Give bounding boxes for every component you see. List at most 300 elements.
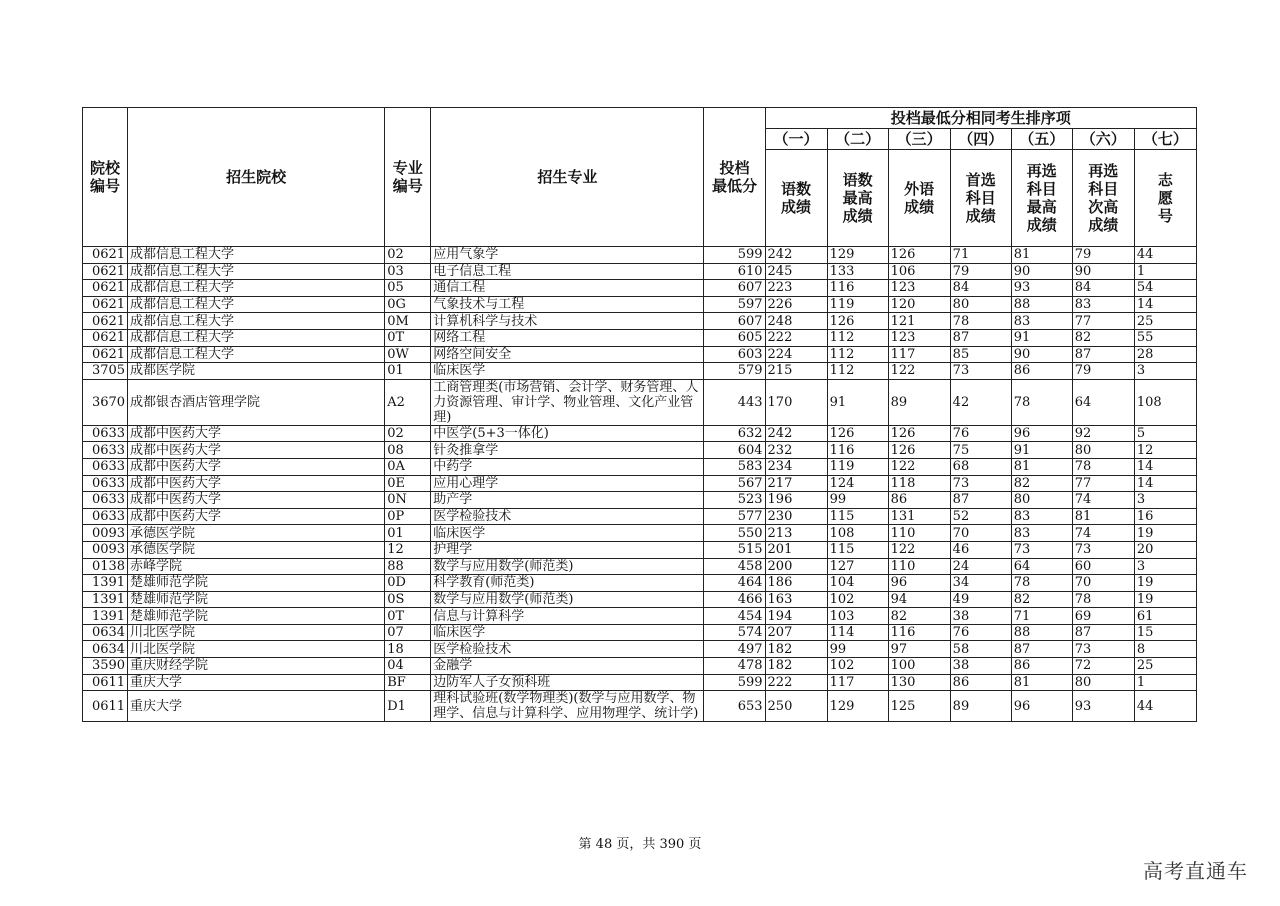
cell-school: 成都信息工程大学 xyxy=(128,346,385,363)
cell-elective-second: 73 xyxy=(1072,641,1134,658)
table-body xyxy=(83,247,1197,722)
cell-school: 承德医学院 xyxy=(128,541,385,558)
cell-major: 科学教育(师范类) xyxy=(431,575,704,592)
cell-preference-number: 16 xyxy=(1134,508,1196,525)
cell-preference-number: 28 xyxy=(1134,346,1196,363)
cell-major: 理科试验班(数学物理类)(数学与应用数学、物理学、信息与计算科学、应用物理学、统计学) xyxy=(431,691,704,722)
cell-elective-second: 79 xyxy=(1072,247,1134,264)
table-row xyxy=(83,658,1197,675)
cell-chinese-math: 226 xyxy=(765,296,827,313)
cell-major: 应用心理学 xyxy=(431,475,704,492)
cell-elective-second: 82 xyxy=(1072,329,1134,346)
cell-preference-number: 61 xyxy=(1134,608,1196,625)
cell-elective-highest: 81 xyxy=(1011,458,1072,475)
cell-major: 临床医学 xyxy=(431,624,704,641)
cell-school: 成都中医药大学 xyxy=(128,508,385,525)
cell-chinese-math: 163 xyxy=(765,591,827,608)
cell-first-subject: 80 xyxy=(950,296,1011,313)
cell-major: 气象技术与工程 xyxy=(431,296,704,313)
cell-chinese-math: 224 xyxy=(765,346,827,363)
cell-chinese-math-max: 116 xyxy=(827,280,888,297)
cell-foreign-language: 117 xyxy=(888,346,950,363)
cell-foreign-language: 130 xyxy=(888,674,950,691)
cell-elective-second: 77 xyxy=(1072,475,1134,492)
cell-elective-highest: 78 xyxy=(1011,379,1072,425)
cell-min-score: 653 xyxy=(704,691,765,722)
cell-school: 楚雄师范学院 xyxy=(128,575,385,592)
cell-first-subject: 34 xyxy=(950,575,1011,592)
watermark-text: 高考直通车 xyxy=(1143,859,1248,883)
cell-chinese-math-max: 119 xyxy=(827,296,888,313)
header-ordinal: （六） xyxy=(1072,129,1134,150)
cell-major-code: 05 xyxy=(385,280,431,297)
cell-elective-second: 92 xyxy=(1072,425,1134,442)
cell-elective-second: 87 xyxy=(1072,346,1134,363)
cell-first-subject: 75 xyxy=(950,442,1011,459)
cell-major: 信息与计算科学 xyxy=(431,608,704,625)
cell-preference-number: 108 xyxy=(1134,379,1196,425)
cell-school-code: 1391 xyxy=(83,575,128,592)
cell-major: 电子信息工程 xyxy=(431,263,704,280)
table-row xyxy=(83,329,1197,346)
cell-school: 重庆财经学院 xyxy=(128,658,385,675)
cell-major-code: 0P xyxy=(385,508,431,525)
cell-chinese-math-max: 103 xyxy=(827,608,888,625)
header-school-code: 院校 编号 xyxy=(83,108,128,247)
cell-chinese-math: 215 xyxy=(765,363,827,380)
table-row xyxy=(83,458,1197,475)
cell-foreign-language: 118 xyxy=(888,475,950,492)
cell-major-code: 02 xyxy=(385,425,431,442)
cell-foreign-language: 97 xyxy=(888,641,950,658)
cell-foreign-language: 100 xyxy=(888,658,950,675)
cell-chinese-math: 250 xyxy=(765,691,827,722)
cell-school: 重庆大学 xyxy=(128,691,385,722)
cell-elective-second: 64 xyxy=(1072,379,1134,425)
cell-elective-second: 87 xyxy=(1072,624,1134,641)
cell-elective-highest: 83 xyxy=(1011,313,1072,330)
cell-first-subject: 86 xyxy=(950,674,1011,691)
cell-school: 楚雄师范学院 xyxy=(128,608,385,625)
header-ordinal: （一） xyxy=(765,129,827,150)
cell-first-subject: 52 xyxy=(950,508,1011,525)
header-ordinal: （三） xyxy=(888,129,950,150)
cell-preference-number: 14 xyxy=(1134,458,1196,475)
cell-chinese-math: 242 xyxy=(765,247,827,264)
table-row xyxy=(83,508,1197,525)
cell-chinese-math-max: 99 xyxy=(827,492,888,509)
cell-min-score: 454 xyxy=(704,608,765,625)
cell-chinese-math: 230 xyxy=(765,508,827,525)
cell-first-subject: 68 xyxy=(950,458,1011,475)
cell-chinese-math: 245 xyxy=(765,263,827,280)
table-row xyxy=(83,591,1197,608)
cell-min-score: 583 xyxy=(704,458,765,475)
cell-chinese-math: 170 xyxy=(765,379,827,425)
cell-chinese-math-max: 129 xyxy=(827,247,888,264)
cell-major-code: 0N xyxy=(385,492,431,509)
cell-chinese-math-max: 127 xyxy=(827,558,888,575)
cell-school-code: 0633 xyxy=(83,425,128,442)
cell-min-score: 497 xyxy=(704,641,765,658)
cell-school-code: 0633 xyxy=(83,508,128,525)
cell-elective-second: 77 xyxy=(1072,313,1134,330)
cell-preference-number: 54 xyxy=(1134,280,1196,297)
cell-preference-number: 14 xyxy=(1134,475,1196,492)
cell-foreign-language: 126 xyxy=(888,442,950,459)
cell-elective-highest: 83 xyxy=(1011,525,1072,542)
cell-school: 成都中医药大学 xyxy=(128,458,385,475)
cell-chinese-math: 196 xyxy=(765,492,827,509)
cell-chinese-math-max: 115 xyxy=(827,541,888,558)
cell-major: 数学与应用数学(师范类) xyxy=(431,558,704,575)
cell-elective-second: 78 xyxy=(1072,591,1134,608)
cell-elective-highest: 73 xyxy=(1011,541,1072,558)
cell-min-score: 523 xyxy=(704,492,765,509)
header-ordinal: （五） xyxy=(1011,129,1072,150)
cell-elective-highest: 86 xyxy=(1011,363,1072,380)
cell-preference-number: 19 xyxy=(1134,525,1196,542)
cell-major: 网络空间安全 xyxy=(431,346,704,363)
cell-elective-second: 74 xyxy=(1072,525,1134,542)
cell-first-subject: 49 xyxy=(950,591,1011,608)
cell-chinese-math: 207 xyxy=(765,624,827,641)
cell-school-code: 0138 xyxy=(83,558,128,575)
cell-chinese-math-max: 133 xyxy=(827,263,888,280)
cell-major-code: 0W xyxy=(385,346,431,363)
cell-school-code: 0611 xyxy=(83,691,128,722)
cell-chinese-math: 182 xyxy=(765,658,827,675)
header-ordinal: （二） xyxy=(827,129,888,150)
table-row xyxy=(83,575,1197,592)
cell-min-score: 443 xyxy=(704,379,765,425)
table-row xyxy=(83,624,1197,641)
cell-school-code: 0621 xyxy=(83,296,128,313)
cell-min-score: 579 xyxy=(704,363,765,380)
cell-first-subject: 38 xyxy=(950,608,1011,625)
cell-preference-number: 5 xyxy=(1134,425,1196,442)
cell-chinese-math: 234 xyxy=(765,458,827,475)
cell-foreign-language: 86 xyxy=(888,492,950,509)
admission-score-table xyxy=(82,107,1197,722)
table-row xyxy=(83,313,1197,330)
cell-elective-second: 60 xyxy=(1072,558,1134,575)
cell-first-subject: 38 xyxy=(950,658,1011,675)
cell-school: 成都信息工程大学 xyxy=(128,263,385,280)
cell-first-subject: 85 xyxy=(950,346,1011,363)
table-row xyxy=(83,346,1197,363)
cell-school-code: 0621 xyxy=(83,329,128,346)
cell-foreign-language: 110 xyxy=(888,558,950,575)
cell-major-code: 03 xyxy=(385,263,431,280)
cell-elective-highest: 90 xyxy=(1011,346,1072,363)
cell-min-score: 466 xyxy=(704,591,765,608)
cell-chinese-math-max: 112 xyxy=(827,363,888,380)
table-row xyxy=(83,247,1197,264)
table-row xyxy=(83,691,1197,722)
cell-foreign-language: 131 xyxy=(888,508,950,525)
cell-preference-number: 14 xyxy=(1134,296,1196,313)
table-row xyxy=(83,608,1197,625)
cell-first-subject: 78 xyxy=(950,313,1011,330)
cell-school: 重庆大学 xyxy=(128,674,385,691)
cell-major: 计算机科学与技术 xyxy=(431,313,704,330)
cell-foreign-language: 82 xyxy=(888,608,950,625)
header-ordinal: （七） xyxy=(1134,129,1196,150)
cell-school: 成都中医药大学 xyxy=(128,475,385,492)
cell-school-code: 0634 xyxy=(83,641,128,658)
cell-elective-highest: 82 xyxy=(1011,591,1072,608)
cell-chinese-math: 213 xyxy=(765,525,827,542)
cell-chinese-math: 248 xyxy=(765,313,827,330)
cell-school: 楚雄师范学院 xyxy=(128,591,385,608)
cell-elective-highest: 88 xyxy=(1011,624,1072,641)
cell-elective-second: 78 xyxy=(1072,458,1134,475)
cell-school-code: 0621 xyxy=(83,346,128,363)
cell-elective-highest: 83 xyxy=(1011,508,1072,525)
header-sort-item: 再选 科目 最高 成绩 xyxy=(1011,150,1072,247)
cell-major: 临床医学 xyxy=(431,525,704,542)
cell-elective-second: 80 xyxy=(1072,442,1134,459)
cell-major-code: 88 xyxy=(385,558,431,575)
cell-chinese-math-max: 99 xyxy=(827,641,888,658)
cell-elective-second: 73 xyxy=(1072,541,1134,558)
cell-school-code: 0633 xyxy=(83,475,128,492)
cell-elective-highest: 96 xyxy=(1011,691,1072,722)
cell-foreign-language: 123 xyxy=(888,329,950,346)
cell-major: 助产学 xyxy=(431,492,704,509)
cell-chinese-math-max: 102 xyxy=(827,658,888,675)
table-row xyxy=(83,263,1197,280)
cell-elective-highest: 87 xyxy=(1011,641,1072,658)
cell-major: 护理学 xyxy=(431,541,704,558)
cell-foreign-language: 96 xyxy=(888,575,950,592)
cell-major-code: 0D xyxy=(385,575,431,592)
cell-elective-highest: 90 xyxy=(1011,263,1072,280)
cell-school: 成都中医药大学 xyxy=(128,442,385,459)
cell-foreign-language: 89 xyxy=(888,379,950,425)
cell-major-code: 01 xyxy=(385,363,431,380)
cell-preference-number: 44 xyxy=(1134,691,1196,722)
cell-school-code: 3705 xyxy=(83,363,128,380)
cell-major: 医学检验技术 xyxy=(431,641,704,658)
cell-chinese-math-max: 129 xyxy=(827,691,888,722)
header-sort-item: 首选 科目 成绩 xyxy=(950,150,1011,247)
header-sort-item: 志 愿 号 xyxy=(1134,150,1196,247)
cell-school-code: 0621 xyxy=(83,247,128,264)
header-tiebreak-group: 投档最低分相同考生排序项 xyxy=(765,108,1196,129)
cell-major-code: BF xyxy=(385,674,431,691)
cell-school: 成都信息工程大学 xyxy=(128,280,385,297)
cell-foreign-language: 123 xyxy=(888,280,950,297)
cell-elective-second: 69 xyxy=(1072,608,1134,625)
cell-first-subject: 73 xyxy=(950,475,1011,492)
cell-major: 网络工程 xyxy=(431,329,704,346)
header-ordinal: （四） xyxy=(950,129,1011,150)
cell-min-score: 604 xyxy=(704,442,765,459)
cell-min-score: 567 xyxy=(704,475,765,492)
cell-chinese-math-max: 126 xyxy=(827,313,888,330)
cell-school: 川北医学院 xyxy=(128,641,385,658)
cell-min-score: 515 xyxy=(704,541,765,558)
cell-school-code: 1391 xyxy=(83,591,128,608)
cell-elective-second: 72 xyxy=(1072,658,1134,675)
cell-first-subject: 24 xyxy=(950,558,1011,575)
cell-min-score: 599 xyxy=(704,247,765,264)
cell-preference-number: 3 xyxy=(1134,558,1196,575)
cell-preference-number: 8 xyxy=(1134,641,1196,658)
cell-school: 成都银杏酒店管理学院 xyxy=(128,379,385,425)
cell-foreign-language: 122 xyxy=(888,458,950,475)
cell-chinese-math-max: 108 xyxy=(827,525,888,542)
cell-school: 成都中医药大学 xyxy=(128,492,385,509)
header-min-score: 投档 最低分 xyxy=(704,108,765,247)
cell-major: 边防军人子女预科班 xyxy=(431,674,704,691)
header-sort-item: 语数 最高 成绩 xyxy=(827,150,888,247)
cell-foreign-language: 126 xyxy=(888,247,950,264)
cell-elective-highest: 93 xyxy=(1011,280,1072,297)
page-number: 第 48 页，共 390 页 xyxy=(578,837,702,852)
cell-min-score: 599 xyxy=(704,674,765,691)
cell-first-subject: 42 xyxy=(950,379,1011,425)
cell-elective-highest: 64 xyxy=(1011,558,1072,575)
cell-elective-highest: 91 xyxy=(1011,442,1072,459)
cell-school-code: 0621 xyxy=(83,263,128,280)
cell-chinese-math: 232 xyxy=(765,442,827,459)
header-sort-item: 外语 成绩 xyxy=(888,150,950,247)
cell-elective-highest: 88 xyxy=(1011,296,1072,313)
cell-chinese-math: 201 xyxy=(765,541,827,558)
cell-preference-number: 12 xyxy=(1134,442,1196,459)
table-row xyxy=(83,280,1197,297)
cell-major: 数学与应用数学(师范类) xyxy=(431,591,704,608)
cell-major: 通信工程 xyxy=(431,280,704,297)
cell-chinese-math-max: 116 xyxy=(827,442,888,459)
cell-elective-highest: 80 xyxy=(1011,492,1072,509)
cell-major-code: 04 xyxy=(385,658,431,675)
cell-major: 临床医学 xyxy=(431,363,704,380)
cell-first-subject: 87 xyxy=(950,492,1011,509)
cell-elective-second: 80 xyxy=(1072,674,1134,691)
cell-major: 中医学(5+3一体化) xyxy=(431,425,704,442)
table-row xyxy=(83,641,1197,658)
cell-preference-number: 19 xyxy=(1134,575,1196,592)
cell-min-score: 632 xyxy=(704,425,765,442)
cell-preference-number: 25 xyxy=(1134,658,1196,675)
cell-school-code: 0093 xyxy=(83,525,128,542)
cell-chinese-math: 223 xyxy=(765,280,827,297)
cell-chinese-math-max: 115 xyxy=(827,508,888,525)
cell-first-subject: 58 xyxy=(950,641,1011,658)
cell-foreign-language: 106 xyxy=(888,263,950,280)
table-row xyxy=(83,296,1197,313)
cell-min-score: 603 xyxy=(704,346,765,363)
header-sort-item: 再选 科目 次高 成绩 xyxy=(1072,150,1134,247)
cell-min-score: 610 xyxy=(704,263,765,280)
cell-chinese-math: 200 xyxy=(765,558,827,575)
cell-chinese-math-max: 117 xyxy=(827,674,888,691)
cell-major-code: 0T xyxy=(385,329,431,346)
cell-first-subject: 71 xyxy=(950,247,1011,264)
cell-chinese-math-max: 119 xyxy=(827,458,888,475)
cell-min-score: 597 xyxy=(704,296,765,313)
cell-school-code: 0611 xyxy=(83,674,128,691)
cell-major-code: 0T xyxy=(385,608,431,625)
cell-major-code: 0E xyxy=(385,475,431,492)
cell-major-code: D1 xyxy=(385,691,431,722)
cell-school-code: 0633 xyxy=(83,492,128,509)
cell-elective-highest: 91 xyxy=(1011,329,1072,346)
cell-school: 承德医学院 xyxy=(128,525,385,542)
cell-chinese-math-max: 91 xyxy=(827,379,888,425)
cell-school: 成都信息工程大学 xyxy=(128,329,385,346)
header-school: 招生院校 xyxy=(128,108,385,247)
cell-chinese-math-max: 112 xyxy=(827,329,888,346)
cell-school-code: 0621 xyxy=(83,280,128,297)
cell-school: 成都医学院 xyxy=(128,363,385,380)
cell-chinese-math-max: 112 xyxy=(827,346,888,363)
cell-school-code: 0633 xyxy=(83,442,128,459)
cell-first-subject: 46 xyxy=(950,541,1011,558)
cell-foreign-language: 116 xyxy=(888,624,950,641)
table-header xyxy=(83,108,1197,247)
cell-school: 成都信息工程大学 xyxy=(128,247,385,264)
cell-preference-number: 15 xyxy=(1134,624,1196,641)
cell-school-code: 0634 xyxy=(83,624,128,641)
cell-major: 工商管理类(市场营销、会计学、财务管理、人力资源管理、审计学、物业管理、文化产业管理) xyxy=(431,379,704,425)
header-major-code: 专业 编号 xyxy=(385,108,431,247)
cell-elective-second: 83 xyxy=(1072,296,1134,313)
cell-preference-number: 55 xyxy=(1134,329,1196,346)
header-sort-item: 语数 成绩 xyxy=(765,150,827,247)
cell-major-code: 08 xyxy=(385,442,431,459)
cell-first-subject: 79 xyxy=(950,263,1011,280)
cell-min-score: 478 xyxy=(704,658,765,675)
cell-preference-number: 25 xyxy=(1134,313,1196,330)
table-row xyxy=(83,541,1197,558)
cell-major-code: 18 xyxy=(385,641,431,658)
cell-school-code: 3590 xyxy=(83,658,128,675)
cell-foreign-language: 125 xyxy=(888,691,950,722)
cell-elective-highest: 71 xyxy=(1011,608,1072,625)
table-row xyxy=(83,363,1197,380)
cell-chinese-math: 217 xyxy=(765,475,827,492)
table-row xyxy=(83,379,1197,425)
cell-elective-second: 90 xyxy=(1072,263,1134,280)
cell-school: 赤峰学院 xyxy=(128,558,385,575)
cell-foreign-language: 126 xyxy=(888,425,950,442)
cell-first-subject: 73 xyxy=(950,363,1011,380)
cell-min-score: 574 xyxy=(704,624,765,641)
cell-chinese-math-max: 102 xyxy=(827,591,888,608)
header-major: 招生专业 xyxy=(431,108,704,247)
cell-min-score: 458 xyxy=(704,558,765,575)
cell-school: 成都信息工程大学 xyxy=(128,313,385,330)
cell-elective-second: 84 xyxy=(1072,280,1134,297)
cell-school: 成都中医药大学 xyxy=(128,425,385,442)
cell-first-subject: 76 xyxy=(950,425,1011,442)
cell-elective-second: 74 xyxy=(1072,492,1134,509)
cell-chinese-math: 186 xyxy=(765,575,827,592)
cell-elective-second: 70 xyxy=(1072,575,1134,592)
cell-chinese-math-max: 104 xyxy=(827,575,888,592)
cell-min-score: 605 xyxy=(704,329,765,346)
cell-preference-number: 20 xyxy=(1134,541,1196,558)
cell-foreign-language: 120 xyxy=(888,296,950,313)
cell-major-code: 12 xyxy=(385,541,431,558)
cell-elective-second: 79 xyxy=(1072,363,1134,380)
cell-elective-highest: 96 xyxy=(1011,425,1072,442)
